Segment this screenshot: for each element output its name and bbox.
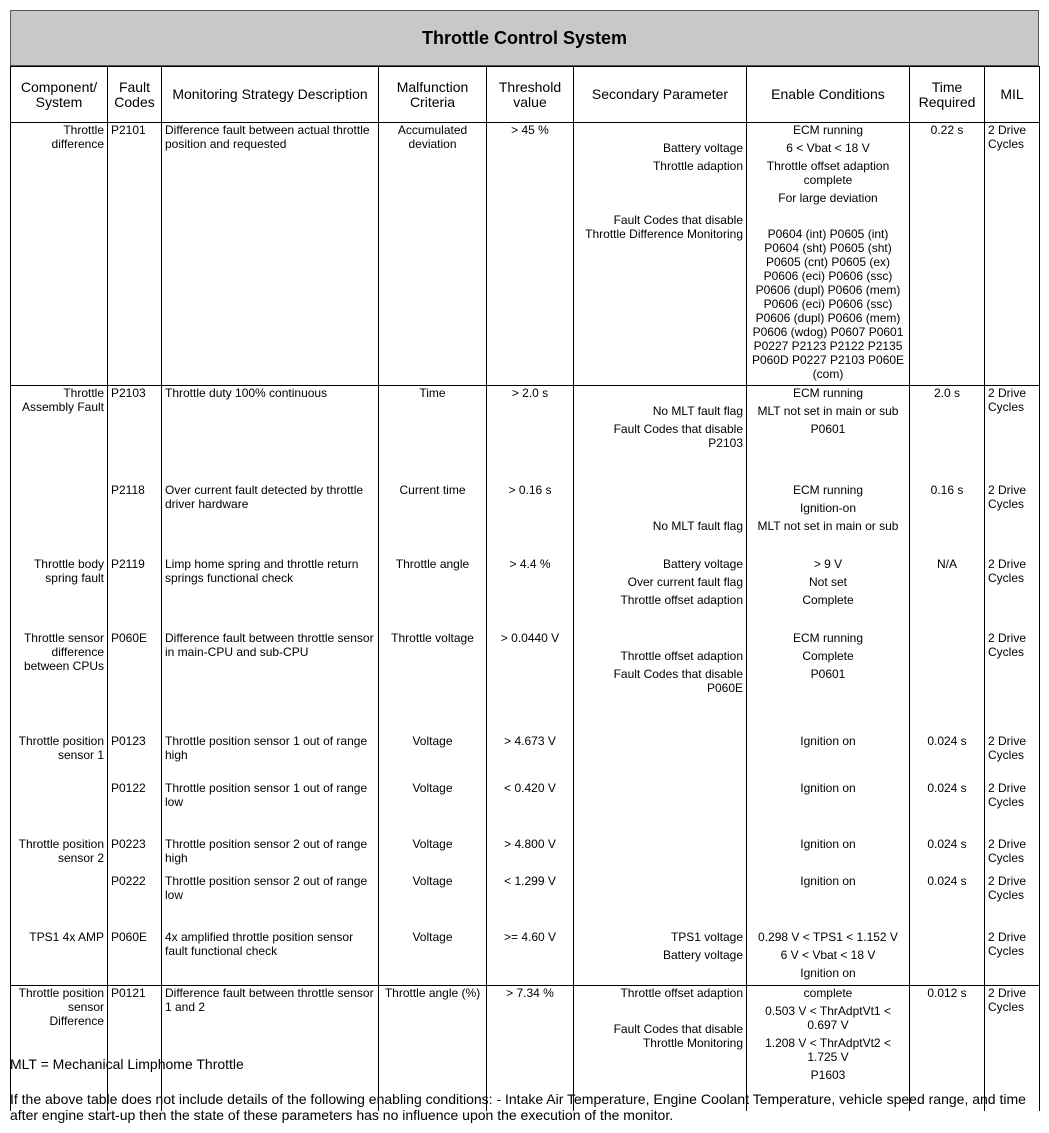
time-cell	[910, 631, 985, 734]
enable-line: MLT not set in main or sub	[757, 518, 899, 533]
secondary-line: Battery voltage	[662, 141, 743, 155]
mil-cell: 2 Drive Cycles	[985, 986, 1040, 1111]
malfunction-cell: Voltage	[379, 734, 487, 781]
secondary-line	[577, 1004, 743, 1018]
threshold-cell: >= 4.60 V	[487, 930, 574, 986]
header-secondary: Secondary Parameter	[574, 67, 747, 123]
secondary-line: Fault Codes that disable P060E	[613, 666, 743, 695]
enable-line: > 9 V	[813, 556, 843, 571]
enable-line: ECM running	[792, 630, 864, 645]
enable-line: Ignition on	[800, 873, 856, 888]
fault-code-cell: P2101	[108, 123, 162, 386]
enable-cell	[747, 123, 910, 386]
table-row	[11, 483, 1040, 557]
time-cell: N/A	[910, 557, 985, 631]
mil-cell: 2 Drive Cycles	[985, 631, 1040, 734]
header-row	[11, 67, 1040, 123]
threshold-cell: > 45 %	[487, 123, 574, 386]
component-cell	[11, 874, 108, 930]
table-row	[11, 930, 1040, 986]
table-row	[11, 631, 1040, 734]
secondary-cell	[574, 930, 747, 986]
fault-code-cell: P0223	[108, 837, 162, 874]
enable-line: Ignition-on	[799, 500, 857, 515]
enable-line: ECM running	[792, 482, 864, 497]
mil-cell: 2 Drive Cycles	[985, 930, 1040, 986]
enable-line: 6 V < Vbat < 18 V	[780, 947, 876, 962]
enable-line: P1603	[810, 1068, 846, 1082]
malfunction-cell: Voltage	[379, 837, 487, 874]
strategy-cell: Throttle duty 100% continuous	[162, 386, 379, 483]
threshold-cell: > 4.800 V	[487, 837, 574, 874]
fault-table	[10, 66, 1040, 1111]
component-cell: Throttle position sensor Difference	[11, 986, 108, 1111]
threshold-cell: > 7.34 %	[487, 986, 574, 1111]
enable-line: Not set	[808, 574, 847, 589]
threshold-cell: < 1.299 V	[487, 874, 574, 930]
table-row	[11, 123, 1040, 386]
strategy-cell: Limp home spring and throttle return springs functional check	[162, 557, 379, 631]
strategy-cell: Difference fault between actual throttle position and requested	[162, 123, 379, 386]
malfunction-cell: Current time	[379, 483, 487, 557]
enable-line: complete	[803, 986, 853, 1000]
time-cell: 2.0 s	[910, 386, 985, 483]
enable-line: Ignition on	[800, 733, 856, 748]
component-cell	[11, 781, 108, 837]
secondary-cell	[574, 386, 747, 483]
enable-line: P0601	[810, 666, 846, 681]
secondary-line	[577, 386, 743, 400]
header-strategy: Monitoring Strategy Description	[162, 67, 379, 123]
time-cell: 0.024 s	[910, 734, 985, 781]
enable-cell	[747, 930, 910, 986]
component-cell: Throttle body spring fault	[11, 557, 108, 631]
table-row	[11, 874, 1040, 930]
component-cell: Throttle Assembly Fault	[11, 386, 108, 483]
strategy-cell: Throttle position sensor 1 out of range high	[162, 734, 379, 781]
fault-code-cell: P2118	[108, 483, 162, 557]
fault-code-cell: P0222	[108, 874, 162, 930]
component-cell: Throttle position sensor 2	[11, 837, 108, 874]
threshold-cell: > 0.16 s	[487, 483, 574, 557]
component-cell: Throttle difference	[11, 123, 108, 386]
enable-line	[750, 209, 906, 223]
secondary-line: Throttle offset adaption	[620, 648, 743, 663]
time-cell	[910, 930, 985, 986]
table-row	[11, 734, 1040, 781]
secondary-line: Throttle adaption	[652, 159, 743, 173]
mil-cell: 2 Drive Cycles	[985, 781, 1040, 837]
threshold-cell: > 0.0440 V	[487, 631, 574, 734]
secondary-line	[577, 631, 743, 645]
strategy-cell: Throttle position sensor 1 out of range low	[162, 781, 379, 837]
secondary-line: Over current fault flag	[627, 574, 743, 589]
header-enable: Enable Conditions	[747, 67, 910, 123]
fault-code-cell: P0122	[108, 781, 162, 837]
secondary-line: Fault Codes that disable Throttle Difference Monitoring	[585, 213, 743, 241]
note-text: If the above table does not include details of the following enabling conditions: - Intake Air Temperature, Engine Coolant Temperature, vehicle speed range, and time after engine start-up then the state of these parameters has no influence upon the execution of the monitor.	[10, 1091, 1026, 1123]
enable-line: For large deviation	[778, 191, 878, 205]
enable-cell	[747, 386, 910, 483]
enable-line: 1.208 V < ThrAdptVt2 < 1.725 V	[765, 1036, 891, 1064]
secondary-line	[577, 123, 743, 137]
strategy-cell: Difference fault between throttle sensor in main-CPU and sub-CPU	[162, 631, 379, 734]
malfunction-cell: Voltage	[379, 781, 487, 837]
enable-line: Complete	[802, 592, 854, 607]
secondary-cell	[574, 631, 747, 734]
malfunction-cell: Voltage	[379, 874, 487, 930]
enable-line: 0.298 V < TPS1 < 1.152 V	[758, 929, 898, 944]
enable-line: Ignition on	[800, 965, 856, 980]
malfunction-cell: Accumulated deviation	[379, 123, 487, 386]
threshold-cell: > 2.0 s	[487, 386, 574, 483]
time-cell: 0.024 s	[910, 874, 985, 930]
strategy-cell: Throttle position sensor 2 out of range low	[162, 874, 379, 930]
secondary-cell	[574, 874, 747, 930]
enable-cell	[747, 483, 910, 557]
mil-cell: 2 Drive Cycles	[985, 483, 1040, 557]
secondary-line	[577, 195, 743, 209]
mil-cell: 2 Drive Cycles	[985, 386, 1040, 483]
secondary-line: No MLT fault flag	[652, 518, 743, 533]
secondary-line: Throttle offset adaption	[620, 986, 743, 1000]
table-body	[11, 123, 1040, 1111]
threshold-cell: > 4.673 V	[487, 734, 574, 781]
table-row	[11, 557, 1040, 631]
document	[10, 10, 1039, 1111]
malfunction-cell: Throttle voltage	[379, 631, 487, 734]
mil-cell: 2 Drive Cycles	[985, 874, 1040, 930]
strategy-cell: Over current fault detected by throttle driver hardware	[162, 483, 379, 557]
header-mil: MIL	[985, 67, 1040, 123]
fault-code-cell: P060E	[108, 930, 162, 986]
malfunction-cell: Throttle angle (%)	[379, 986, 487, 1111]
component-cell	[11, 483, 108, 557]
enable-line: Ignition on	[800, 780, 856, 795]
enable-cell	[747, 874, 910, 930]
time-cell: 0.012 s	[910, 986, 985, 1111]
secondary-line	[577, 177, 743, 191]
component-cell: Throttle position sensor 1	[11, 734, 108, 781]
component-cell: Throttle sensor difference between CPUs	[11, 631, 108, 734]
secondary-line: Throttle offset adaption	[620, 592, 743, 607]
mil-cell: 2 Drive Cycles	[985, 557, 1040, 631]
secondary-line	[577, 501, 743, 515]
secondary-line: Fault Codes that disable Throttle Monitoring	[613, 1022, 743, 1050]
table-row	[11, 781, 1040, 837]
fault-code-cell: P2103	[108, 386, 162, 483]
enable-cell	[747, 837, 910, 874]
enable-line: Throttle offset adaption complete	[766, 159, 890, 187]
mil-cell: 2 Drive Cycles	[985, 734, 1040, 781]
table-row	[11, 386, 1040, 483]
time-cell: 0.22 s	[910, 123, 985, 386]
secondary-cell	[574, 837, 747, 874]
threshold-cell: < 0.420 V	[487, 781, 574, 837]
enable-line: ECM running	[792, 386, 864, 400]
enable-line: Complete	[802, 648, 854, 663]
enable-line: 6 < Vbat < 18 V	[786, 141, 870, 155]
secondary-line: No MLT fault flag	[652, 404, 743, 418]
secondary-line: TPS1 voltage	[670, 929, 743, 944]
component-cell: TPS1 4x AMP	[11, 930, 108, 986]
secondary-cell	[574, 781, 747, 837]
enable-line: MLT not set in main or sub	[757, 404, 899, 418]
malfunction-cell: Throttle angle	[379, 557, 487, 631]
header-threshold: Threshold value	[487, 67, 574, 123]
footnote: MLT = Mechanical Limphome Throttle	[10, 1056, 244, 1072]
strategy-cell: 4x amplified throttle position sensor fault functional check	[162, 930, 379, 986]
enable-cell	[747, 781, 910, 837]
mil-cell: 2 Drive Cycles	[985, 123, 1040, 386]
fault-code-cell: P0121	[108, 986, 162, 1111]
secondary-line: Battery voltage	[662, 947, 743, 962]
mil-cell: 2 Drive Cycles	[985, 837, 1040, 874]
secondary-cell	[574, 483, 747, 557]
time-cell: 0.024 s	[910, 781, 985, 837]
header-time: Time Required	[910, 67, 985, 123]
enable-line: P0604 (int) P0605 (int) P0604 (sht) P0605 (sht) P0605 (cnt) P0605 (ex) P0606 (eci) P0606 (ssc) P0606 (dupl) P0606 (mem) P0606 (eci) P0606 (ssc) P0606 (dupl) P0606 (mem) P0606 (wdog) P0607 P0601 P0227 P2123 P2122 P2135 P060D P0227 P2103 P060E (com)	[751, 227, 905, 381]
strategy-cell: Throttle position sensor 2 out of range high	[162, 837, 379, 874]
secondary-cell	[574, 557, 747, 631]
enable-line: Ignition on	[800, 836, 856, 851]
enable-line: P0601	[810, 422, 846, 436]
time-cell: 0.16 s	[910, 483, 985, 557]
header-malfunction: Malfunction Criteria	[379, 67, 487, 123]
threshold-cell: > 4.4 %	[487, 557, 574, 631]
fault-code-cell: P0123	[108, 734, 162, 781]
secondary-line: Fault Codes that disable P2103	[613, 422, 743, 450]
fault-code-cell: P2119	[108, 557, 162, 631]
secondary-cell	[574, 123, 747, 386]
enable-cell	[747, 631, 910, 734]
secondary-line: Battery voltage	[662, 556, 743, 571]
malfunction-cell: Time	[379, 386, 487, 483]
strategy-cell: Difference fault between throttle sensor 1 and 2	[162, 986, 379, 1111]
enable-line: 0.503 V < ThrAdptVt1 < 0.697 V	[765, 1004, 891, 1032]
fault-code-cell: P060E	[108, 631, 162, 734]
enable-line: ECM running	[792, 123, 864, 137]
time-cell: 0.024 s	[910, 837, 985, 874]
malfunction-cell: Voltage	[379, 930, 487, 986]
header-component: Component/ System	[11, 67, 108, 123]
table-title: Throttle Control System	[10, 10, 1039, 66]
header-fault-codes: Fault Codes	[108, 67, 162, 123]
secondary-line	[577, 483, 743, 497]
enable-cell	[747, 557, 910, 631]
secondary-cell	[574, 734, 747, 781]
table-row	[11, 837, 1040, 874]
enable-cell	[747, 734, 910, 781]
